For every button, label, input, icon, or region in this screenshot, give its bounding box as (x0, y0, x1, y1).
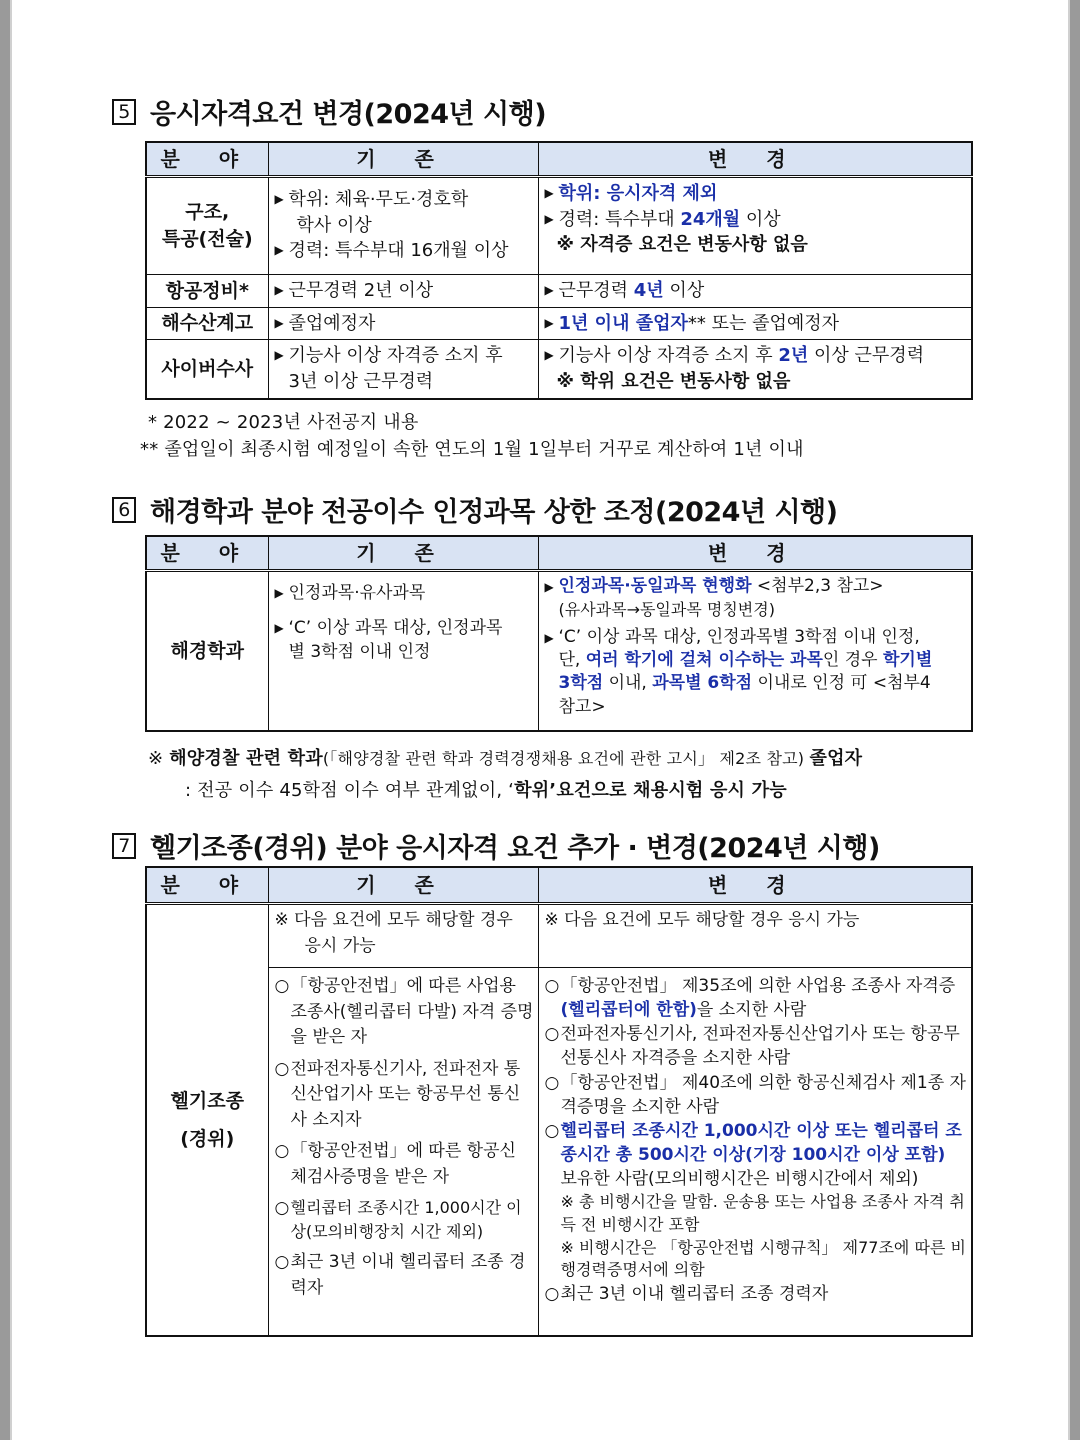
header-old: 기 존 (268, 142, 538, 177)
new-cell (538, 340, 972, 399)
bullet-icon: ▶ (274, 283, 284, 298)
section-5-table (145, 141, 973, 400)
circle-icon: ○ (274, 1141, 290, 1161)
old-item: 최근 3년 이내 헬리콥터 조종 경력자 (290, 1252, 526, 1298)
old-requirement-intro: ※ 다음 요건에 모두 해당할 경우 (274, 910, 513, 930)
old-item: 전파전자통신기사, 전파전자 통신산업기사 또는 항공무선 통신사 소지자 (290, 1058, 521, 1130)
circle-icon: ○ (274, 1252, 290, 1272)
new-cell (538, 571, 972, 731)
category-label: 구조, 특공(전술) (161, 201, 253, 251)
section-title: 해경학과 분야 전공이수 인정과목 상한 조정(2024년 시행) (150, 497, 838, 528)
circle-icon: ○ (544, 1072, 560, 1093)
section-title: 헬기조종(경위) 분야 응시자격 요건 추가 · 변경(2024년 시행) (150, 833, 880, 864)
circle-icon: ○ (274, 1198, 290, 1218)
header-field: 분 야 (146, 536, 268, 571)
header-field: 분 야 (146, 867, 268, 904)
page-frame-right-inner (1068, 0, 1070, 1440)
new-cell (538, 307, 972, 340)
new-item-cont: (유사과목→동일과목 명칭변경) (558, 599, 775, 619)
new-cell-top (538, 904, 972, 968)
section-number-box: 7 (112, 833, 136, 859)
old-cell (268, 968, 538, 1336)
new-item: 최근 3년 이내 헬리콥터 조종 경력자 (560, 1284, 829, 1304)
new-item: 전파전자통신기사, 전파전자통신산업기사 또는 항공무선통신사 자격증을 소지한 사람 (560, 1024, 960, 1069)
old-cell (268, 571, 538, 731)
category-cell: 해수산계고 (146, 307, 268, 340)
old-item: ‘C’ 이상 과목 대상, 인정과목 (288, 617, 503, 638)
bullet-icon: ▶ (544, 283, 554, 298)
new-item: 1년 이내 졸업자** 또는 졸업예정자 (558, 312, 840, 334)
new-item-cont: 단, 여러 학기에 걸쳐 이수하는 과목인 경우 학기별 (558, 650, 933, 671)
new-item: 기능사 이상 자격증 소지 후 2년 이상 근무경력 (558, 345, 925, 367)
circle-icon: ○ (544, 1120, 560, 1141)
circle-icon: ○ (274, 976, 290, 996)
header-new: 변 경 (538, 142, 972, 177)
old-item-cont: 별 3학점 이내 인정 (288, 641, 431, 662)
new-item: 헬리콥터 조종시간 1,000시간 이상 또는 헬리콥터 조종시간 총 500시간 이상(기장 100시간 이상 포함) 보유한 사람(모의비행시간은 비행시간에서 제외) (560, 1120, 962, 1189)
bullet-icon: ▶ (544, 211, 554, 226)
old-item: 인정과목·유사과목 (288, 583, 426, 604)
header-new: 변 경 (538, 867, 972, 904)
old-item-cont: 3년 이상 근무경력 (288, 371, 434, 393)
new-note: ※ 비행시간은 「항공안전법 시행규칙」 제77조에 따른 비행경력증명서에 의함 (560, 1237, 966, 1280)
new-item: 인정과목·동일과목 현행화 <첨부2,3 참고> (558, 576, 884, 597)
bullet-icon: ▶ (274, 586, 284, 601)
section-6-note-line-1: ※ 해양경찰 관련 학과(「해양경찰 관련 학과 경력경쟁채용 요건에 관한 고시」 제2조 참고) 졸업자 (148, 748, 863, 769)
bullet-icon: ▶ (544, 186, 554, 201)
page-frame-left (0, 0, 10, 1440)
section-6-table (145, 535, 973, 732)
section-number-box: 5 (112, 99, 136, 125)
old-item: 기능사 이상 자격증 소지 후 (288, 345, 503, 367)
new-item: 근무경력 4년 이상 (558, 280, 705, 302)
footnote-2: ** 졸업일이 최종시험 예정일이 속한 연도의 1월 1일부터 거꾸로 계산하여 1년 이내 (140, 439, 804, 460)
page-frame-left-inner (10, 0, 12, 1440)
bullet-icon: ▶ (274, 315, 284, 330)
category-cell: 항공정비* (146, 275, 268, 308)
bullet-icon: ▶ (544, 631, 554, 646)
bullet-icon: ▶ (544, 580, 554, 595)
old-item: 학위: 체육·무도·경호학 (288, 189, 469, 211)
old-cell (268, 307, 538, 340)
circle-icon: ○ (274, 1058, 290, 1079)
header-new: 변 경 (538, 536, 972, 571)
new-cell (538, 275, 972, 308)
section-7-table (145, 866, 973, 1337)
old-item: 「항공안전법」에 따른 항공신 체검사증명을 받은 자 (290, 1141, 516, 1187)
bullet-icon: ▶ (274, 243, 284, 258)
old-cell (268, 340, 538, 399)
new-item: 경력: 특수부대 24개월 이상 (558, 208, 781, 230)
old-item: 졸업예정자 (288, 312, 376, 334)
new-cell (538, 968, 972, 1336)
section-5-heading (112, 92, 546, 131)
old-item: 「항공안전법」에 따른 사업용 조종사(헬리콥터 다발) 자격 증명을 받은 자 (290, 976, 534, 1047)
section-6-note-line-2: : 전공 이수 45학점 이수 여부 관계없이, ‘학위’요건으로 채용시험 응시 가능 (185, 780, 787, 801)
category-label: 헬기조종 (경위) (170, 1089, 244, 1150)
bullet-icon: ▶ (274, 348, 284, 363)
old-item-cont: 학사 이상 (296, 214, 372, 236)
new-item: 「항공안전법」 제40조에 의한 항공신체검사 제1종 자격증명을 소지한 사람 (560, 1072, 966, 1117)
new-note: ※ 총 비행시간을 말함. 운송용 또는 사업용 조종사 자격 취득 전 비행시간 포함 (560, 1192, 965, 1234)
new-requirement-intro: ※ 다음 요건에 모두 해당할 경우 응시 가능 (544, 910, 860, 930)
old-cell (268, 275, 538, 308)
footnote-1: * 2022 ~ 2023년 사전공지 내용 (148, 412, 419, 433)
section-number-box: 6 (112, 497, 136, 523)
category-cell (146, 177, 268, 275)
old-requirement-intro-cont: 응시 가능 (304, 935, 376, 956)
category-cell: 해경학과 (146, 571, 268, 731)
circle-icon: ○ (544, 976, 560, 996)
circle-icon: ○ (544, 1024, 560, 1045)
header-old: 기 존 (268, 536, 538, 571)
new-item-cont: 3학점 이내, 과목별 6학점 이내로 인정 可 <첨부4 (558, 673, 931, 694)
circle-icon: ○ (544, 1284, 560, 1304)
new-note: ※ 자격증 요건은 변동사항 없음 (556, 234, 808, 256)
category-cell: 사이버수사 (146, 340, 268, 399)
header-field: 분 야 (146, 142, 268, 177)
section-7-heading (112, 826, 880, 865)
old-cell-top (268, 904, 538, 968)
bullet-icon: ▶ (544, 315, 554, 330)
bullet-icon: ▶ (544, 348, 554, 363)
category-cell (146, 904, 268, 1336)
old-item: 헬리콥터 조종시간 1,000시간 이 상(모의비행장치 시간 제외) (290, 1198, 522, 1241)
old-item: 경력: 특수부대 16개월 이상 (288, 240, 509, 262)
new-item: 「항공안전법」 제35조에 의한 사업용 조종사 자격증(헬리콥터에 한함)을 소지한 사람 (560, 976, 956, 1021)
section-6-heading (112, 490, 837, 529)
old-cell (268, 177, 538, 275)
old-item: 근무경력 2년 이상 (288, 280, 434, 302)
bullet-icon: ▶ (274, 620, 284, 635)
new-item-cont: 참고> (558, 696, 606, 717)
new-cell (538, 177, 972, 275)
page-frame-right (1070, 0, 1080, 1440)
new-note: ※ 학위 요건은 변동사항 없음 (556, 371, 791, 393)
header-old: 기 존 (268, 867, 538, 904)
new-item: 학위: 응시자격 제외 (558, 183, 718, 205)
new-item: ‘C’ 이상 과목 대상, 인정과목별 3학점 이내 인정, (558, 627, 920, 648)
bullet-icon: ▶ (274, 192, 284, 207)
section-title: 응시자격요건 변경(2024년 시행) (150, 99, 547, 130)
